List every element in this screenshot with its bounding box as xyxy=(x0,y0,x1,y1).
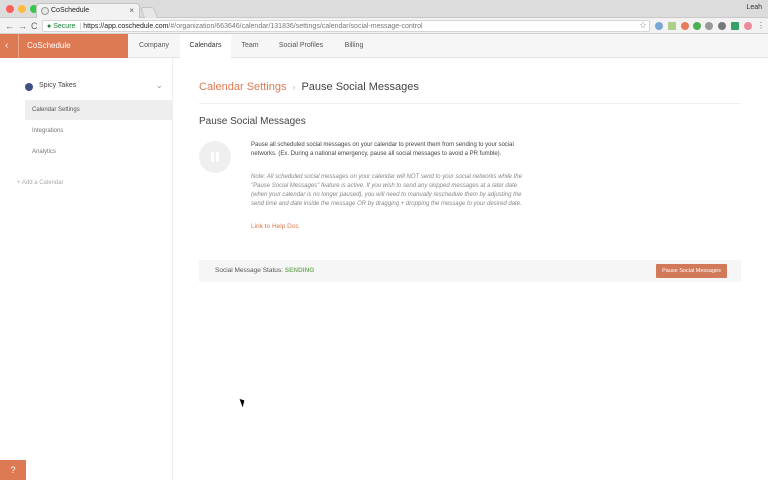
url-path: /#/organization/663646/calendar/131836/settings/calendar/social-message-control xyxy=(168,23,423,30)
extension-icon[interactable] xyxy=(744,22,752,30)
url-host: https://app.coschedule.com xyxy=(83,23,169,30)
extension-icon[interactable] xyxy=(655,22,663,30)
plus-icon: + xyxy=(17,180,21,186)
mouse-cursor-icon xyxy=(240,398,247,408)
status-value: SENDING xyxy=(284,267,315,274)
add-calendar-label: Add a Calendar xyxy=(21,180,64,186)
extension-icon[interactable] xyxy=(668,22,676,30)
pause-social-messages-button[interactable]: Pause Social Messages xyxy=(656,264,727,278)
nav-tab-social-profiles[interactable]: Social Profiles xyxy=(278,42,324,49)
calendar-selector[interactable] xyxy=(25,81,165,93)
breadcrumb xyxy=(199,81,419,93)
browser-titlebar xyxy=(0,0,768,18)
status-text xyxy=(215,267,314,274)
extension-icon[interactable] xyxy=(718,22,726,30)
coschedule-favicon-icon xyxy=(41,7,49,15)
extension-icon[interactable] xyxy=(705,22,713,30)
extension-icon[interactable] xyxy=(693,22,701,30)
address-bar[interactable]: ● Secure | https://app.coschedule.com/#/organization/663646/calendar/131836/settings/calendar/social-message-control ☆ xyxy=(42,20,650,32)
brand-name: CoSchedule xyxy=(27,41,71,50)
brand-button[interactable] xyxy=(0,34,128,58)
calendar-name: Spicy Takes xyxy=(39,82,77,89)
status-label: Social Message Status: xyxy=(215,267,283,274)
star-icon[interactable]: ☆ xyxy=(638,20,647,30)
browser-tab[interactable] xyxy=(36,3,140,18)
app-header xyxy=(0,34,768,58)
sidebar-item-integrations[interactable]: Integrations xyxy=(32,128,64,134)
close-window-button[interactable] xyxy=(6,5,14,13)
header-divider xyxy=(199,103,741,104)
nav-tab-company[interactable]: Company xyxy=(139,42,169,49)
sidebar-item-analytics[interactable]: Analytics xyxy=(32,149,57,155)
menu-dots-icon[interactable]: ⋮ xyxy=(757,21,765,30)
feature-note: Note: All scheduled social messages on your calendar will NOT send to your social networks while the "Pause Social Messages" feature is active. If you wish to send any skipped messages at a later date (when your calendar is no longer paused), you will need to manually reschedule them by adjusting the send time and date inside the message OR by dragging + dropping the message to your desired date. xyxy=(251,174,522,207)
browser-toolbar xyxy=(0,18,768,34)
help-doc-link[interactable]: Link to Help Doc xyxy=(251,223,299,230)
nav-tab-billing[interactable]: Billing xyxy=(344,42,364,49)
add-calendar-link[interactable] xyxy=(17,180,64,186)
window-controls xyxy=(6,5,38,13)
extension-icon[interactable] xyxy=(731,22,739,30)
sidebar xyxy=(0,58,173,480)
sidebar-item-calendar-settings[interactable]: Calendar Settings xyxy=(25,100,172,120)
breadcrumb-calendar-settings[interactable]: Calendar Settings xyxy=(199,81,287,93)
minimize-window-button[interactable] xyxy=(18,5,26,13)
new-tab-button[interactable] xyxy=(140,7,158,18)
extension-icon[interactable] xyxy=(681,22,689,30)
section-title: Pause Social Messages xyxy=(199,116,306,127)
status-bar xyxy=(199,260,741,282)
feature-description: Pause all scheduled social messages on your calendar to prevent them from sending to your social networks. (Ex. During a national emergency, pause all social messages to avoid a PR fumble). xyxy=(251,142,514,157)
nav-tab-team[interactable]: Team xyxy=(241,42,259,49)
reload-icon[interactable]: C xyxy=(31,21,38,31)
profile-name[interactable]: Leah xyxy=(746,4,762,11)
secure-label: Secure xyxy=(53,23,76,30)
forward-arrow-icon[interactable]: → xyxy=(18,21,27,31)
pause-icon xyxy=(199,141,231,173)
chevron-down-icon[interactable]: ⌄ xyxy=(155,80,163,90)
back-arrow-icon[interactable]: ← xyxy=(5,21,14,31)
breadcrumb-current: Pause Social Messages xyxy=(301,81,419,93)
tab-close-icon[interactable]: × xyxy=(129,6,134,15)
brand-divider xyxy=(18,34,19,58)
calendar-color-dot xyxy=(25,83,33,91)
breadcrumb-separator-icon: › xyxy=(292,82,296,92)
help-button[interactable]: ? xyxy=(0,460,26,480)
chevron-left-icon[interactable]: ‹ xyxy=(5,40,9,51)
tab-title: CoSchedule xyxy=(51,7,90,14)
nav-tab-calendars[interactable]: Calendars xyxy=(180,34,231,58)
lock-icon: ● xyxy=(47,23,52,30)
